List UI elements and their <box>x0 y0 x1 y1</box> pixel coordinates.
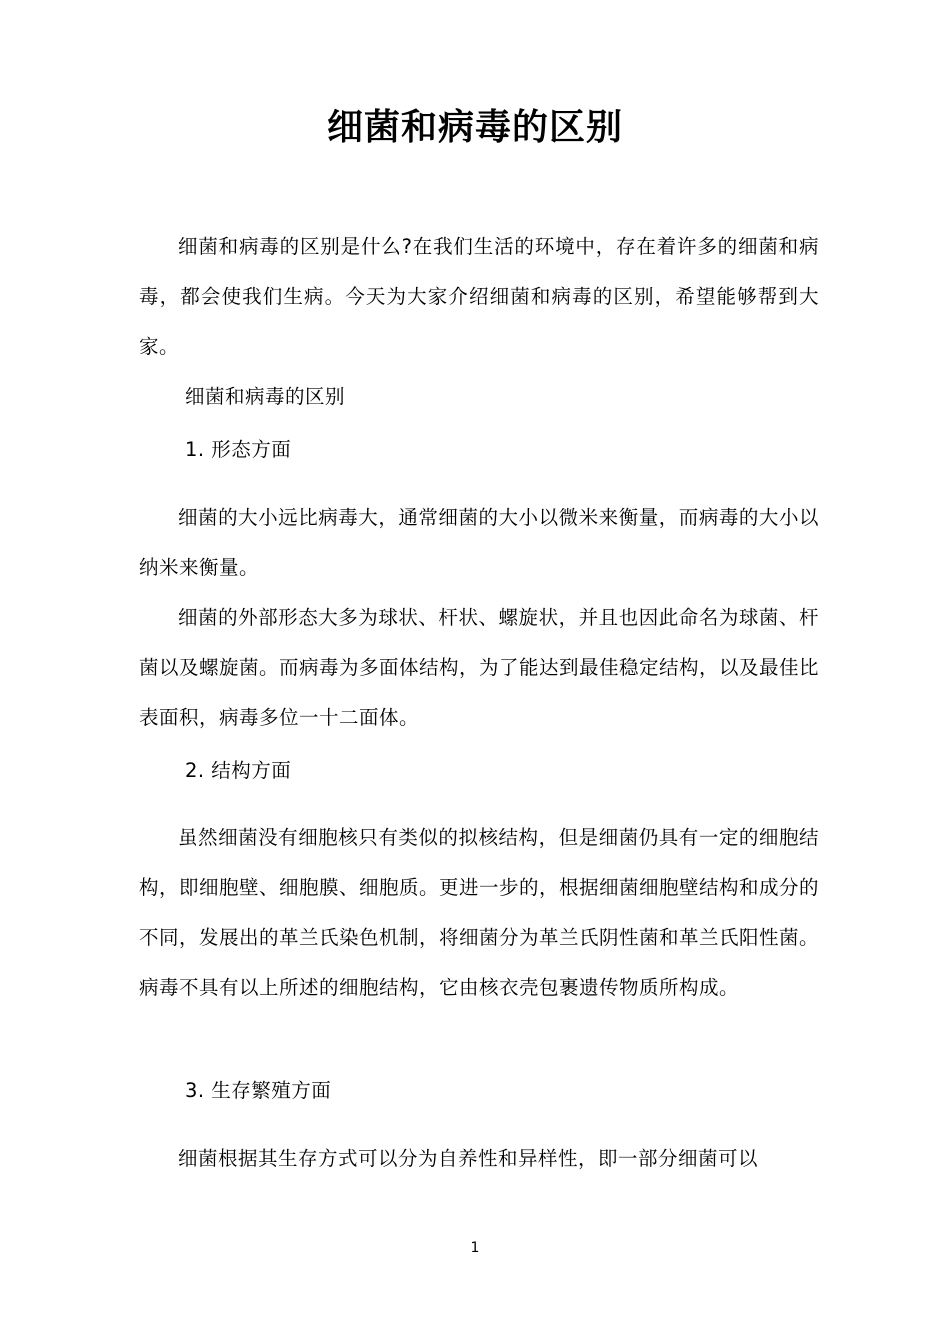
section-1-heading-block <box>139 425 819 475</box>
intro-block <box>139 222 819 372</box>
section-2-heading-block <box>139 746 819 796</box>
intro-paragraph: 细菌和病毒的区别是什么?在我们生活的环境中，存在着许多的细菌和病毒，都会使我们生病。今天为大家介绍细菌和病毒的区别，希望能够帮到大家。 <box>139 235 819 358</box>
section-2-para-1-block <box>139 813 819 1013</box>
section-heading-reproduction: 3. 生存繁殖方面 <box>185 1079 332 1102</box>
section-heading-morphology: 1. 形态方面 <box>185 438 292 461</box>
section-paragraph: 细菌的外部形态大多为球状、杆状、螺旋状，并且也因此命名为球菌、杆菌以及螺旋菌。而病毒为多面体结构，为了能达到最佳稳定结构，以及最佳比表面积，病毒多位一十二面体。 <box>139 606 820 729</box>
section-subtitle: 细菌和病毒的区别 <box>185 385 346 408</box>
subtitle-block <box>139 372 819 422</box>
document-title: 细菌和病毒的区别 <box>326 107 623 148</box>
section-1-para-2-block <box>139 593 819 743</box>
section-heading-structure: 2. 结构方面 <box>185 759 292 782</box>
section-paragraph: 细菌的大小远比病毒大，通常细菌的大小以微米来衡量，而病毒的大小以纳米来衡量。 <box>139 506 819 579</box>
section-3-para-1-block <box>139 1134 819 1184</box>
section-paragraph: 细菌根据其生存方式可以分为自养性和异样性，即一部分细菌可以 <box>178 1147 759 1170</box>
section-1-para-1-block <box>139 493 819 593</box>
section-paragraph: 虽然细菌没有细胞核只有类似的拟核结构，但是细菌仍具有一定的细胞结构，即细胞壁、细胞膜、细胞质。更进一步的，根据细菌细胞壁结构和成分的不同，发展出的革兰氏染色机制，将细菌分为革兰氏阴性菌和革兰氏阳性菌。病毒不具有以上所述的细胞结构，它由核衣壳包裹遗传物质所构成。 <box>139 826 820 999</box>
section-3-heading-block <box>139 1066 819 1116</box>
page-number: 1 <box>470 1240 480 1256</box>
